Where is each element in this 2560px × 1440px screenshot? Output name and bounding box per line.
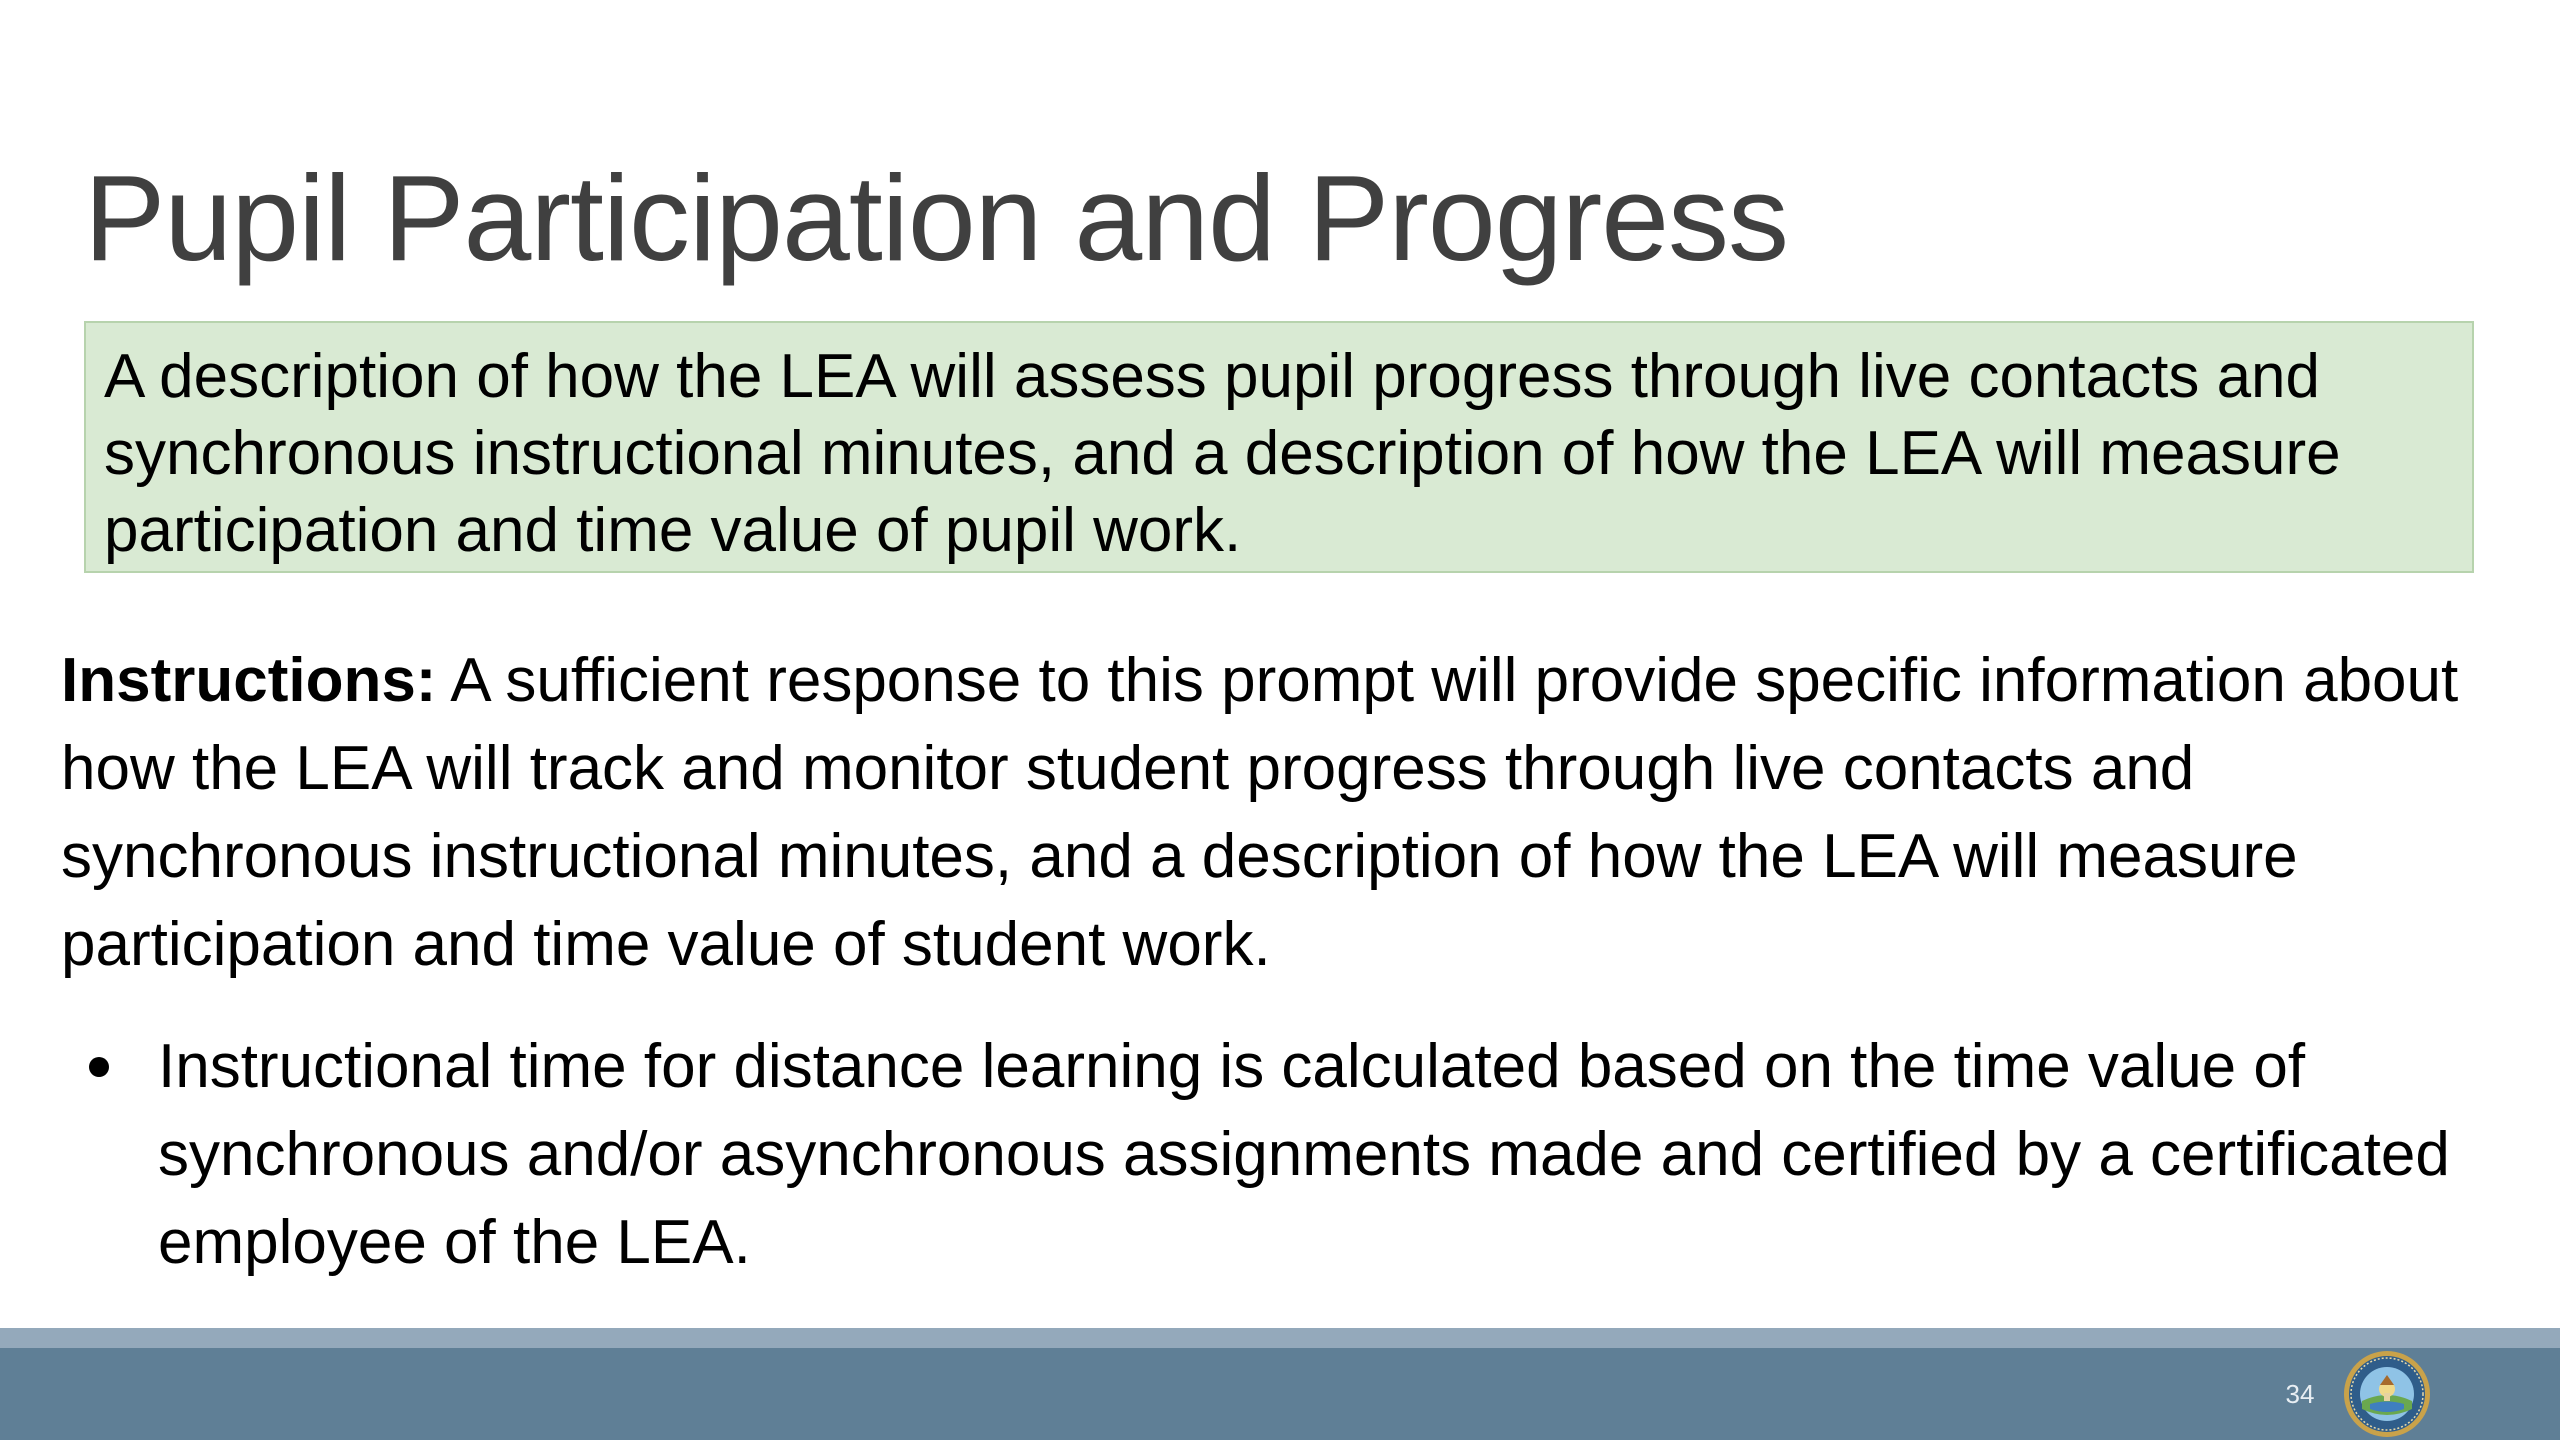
instructions-label: Instructions: (61, 646, 437, 715)
footer-bar (0, 1348, 2560, 1440)
footer-stripe (0, 1328, 2560, 1348)
instructions-paragraph (61, 637, 2501, 989)
bullet-text: Instructional time for distance learning is calculated based on the time value of synchronous and/or asynchronous assignments made and certified by a certificated employee of the LEA. (158, 1032, 2450, 1277)
bullet-list (61, 1023, 2461, 1287)
bullet-icon (89, 1057, 109, 1077)
page-number: 34 (2285, 1379, 2315, 1409)
prompt-text: A description of how the LEA will assess pupil progress through live contacts and synchronous instructional minutes, and a description of how the LEA will measure participation and time value of pupil work. (104, 342, 2341, 565)
bullet-item (61, 1023, 2461, 1287)
instructions-text: A sufficient response to this prompt will provide specific information about how the LEA will track and monitor student progress through live contacts and synchronous instructional minutes, and a description of how the LEA will measure participation and time value of student work. (61, 646, 2459, 979)
state-seal-icon (2342, 1349, 2432, 1439)
prompt-box (84, 321, 2474, 573)
slide-title: Pupil Participation and Progress (84, 150, 1789, 286)
